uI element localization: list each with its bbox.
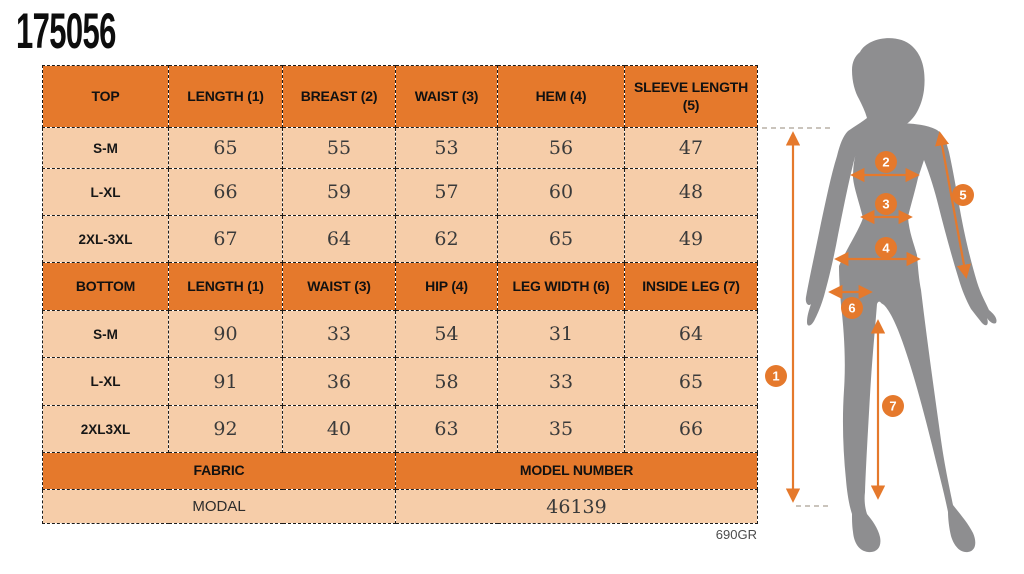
marker-circle-2 <box>875 151 897 173</box>
value-cell: 58 <box>396 358 498 406</box>
size-table <box>42 65 758 524</box>
header-cell: WAIST (3) <box>283 263 396 311</box>
header-cell: LENGTH (1) <box>169 66 283 128</box>
fabric-value: MODAL <box>43 490 396 524</box>
marker-circle-6 <box>841 297 863 319</box>
marker-circle-7 <box>882 395 904 417</box>
header-cell: LENGTH (1) <box>169 263 283 311</box>
size-label: 2XL-3XL <box>43 216 169 263</box>
value-cell: 53 <box>396 128 498 169</box>
value-cell: 63 <box>396 406 498 453</box>
value-cell: 65 <box>498 216 625 263</box>
table-row <box>43 216 758 263</box>
value-cell: 92 <box>169 406 283 453</box>
value-cell: 91 <box>169 358 283 406</box>
model-number-value: 46139 <box>396 490 758 524</box>
svg-text:2: 2 <box>882 154 890 170</box>
svg-text:3: 3 <box>882 196 890 212</box>
value-cell: 57 <box>396 169 498 216</box>
svg-text:4: 4 <box>882 240 890 256</box>
value-cell: 31 <box>498 311 625 358</box>
header-cell: SLEEVE LENGTH (5) <box>625 66 758 128</box>
header-cell: BREAST (2) <box>283 66 396 128</box>
value-cell: 36 <box>283 358 396 406</box>
marker-circle-1 <box>765 365 787 387</box>
value-cell: 64 <box>625 311 758 358</box>
value-cell: 67 <box>169 216 283 263</box>
top-header-row <box>43 66 758 128</box>
value-cell: 66 <box>169 169 283 216</box>
value-cell: 65 <box>625 358 758 406</box>
value-cell: 48 <box>625 169 758 216</box>
size-label: 2XL3XL <box>43 406 169 453</box>
size-label: L-XL <box>43 169 169 216</box>
header-cell: TOP <box>43 66 169 128</box>
table-row <box>43 406 758 453</box>
fabric-value-row <box>43 490 758 524</box>
marker-circle-4 <box>875 237 897 259</box>
table-row <box>43 128 758 169</box>
svg-text:1: 1 <box>772 368 780 384</box>
header-cell: BOTTOM <box>43 263 169 311</box>
size-label: L-XL <box>43 358 169 406</box>
fabric-header-row <box>43 453 758 490</box>
svg-text:6: 6 <box>848 300 856 316</box>
table-row <box>43 169 758 216</box>
size-label: S-M <box>43 128 169 169</box>
marker-circle-3 <box>875 193 897 215</box>
value-cell: 65 <box>169 128 283 169</box>
value-cell: 49 <box>625 216 758 263</box>
value-cell: 56 <box>498 128 625 169</box>
value-cell: 90 <box>169 311 283 358</box>
value-cell: 33 <box>283 311 396 358</box>
value-cell: 47 <box>625 128 758 169</box>
svg-text:7: 7 <box>889 398 897 414</box>
value-cell: 40 <box>283 406 396 453</box>
marker-circle-5 <box>952 184 974 206</box>
value-cell: 55 <box>283 128 396 169</box>
body-silhouette <box>806 38 997 552</box>
measurement-diagram <box>760 20 1024 574</box>
table-row <box>43 358 758 406</box>
header-cell: HIP (4) <box>396 263 498 311</box>
header-cell: INSIDE LEG (7) <box>625 263 758 311</box>
weight-note: 690GR <box>715 527 757 542</box>
value-cell: 54 <box>396 311 498 358</box>
header-cell: LEG WIDTH (6) <box>498 263 625 311</box>
table-row <box>43 311 758 358</box>
value-cell: 35 <box>498 406 625 453</box>
header-cell: FABRIC <box>43 453 396 490</box>
header-cell: HEM (4) <box>498 66 625 128</box>
value-cell: 59 <box>283 169 396 216</box>
value-cell: 33 <box>498 358 625 406</box>
value-cell: 66 <box>625 406 758 453</box>
bottom-header-row <box>43 263 758 311</box>
page-title: 175056 <box>16 3 116 59</box>
value-cell: 60 <box>498 169 625 216</box>
header-cell: WAIST (3) <box>396 66 498 128</box>
value-cell: 62 <box>396 216 498 263</box>
svg-text:5: 5 <box>959 187 967 203</box>
value-cell: 64 <box>283 216 396 263</box>
size-label: S-M <box>43 311 169 358</box>
header-cell: MODEL NUMBER <box>396 453 758 490</box>
